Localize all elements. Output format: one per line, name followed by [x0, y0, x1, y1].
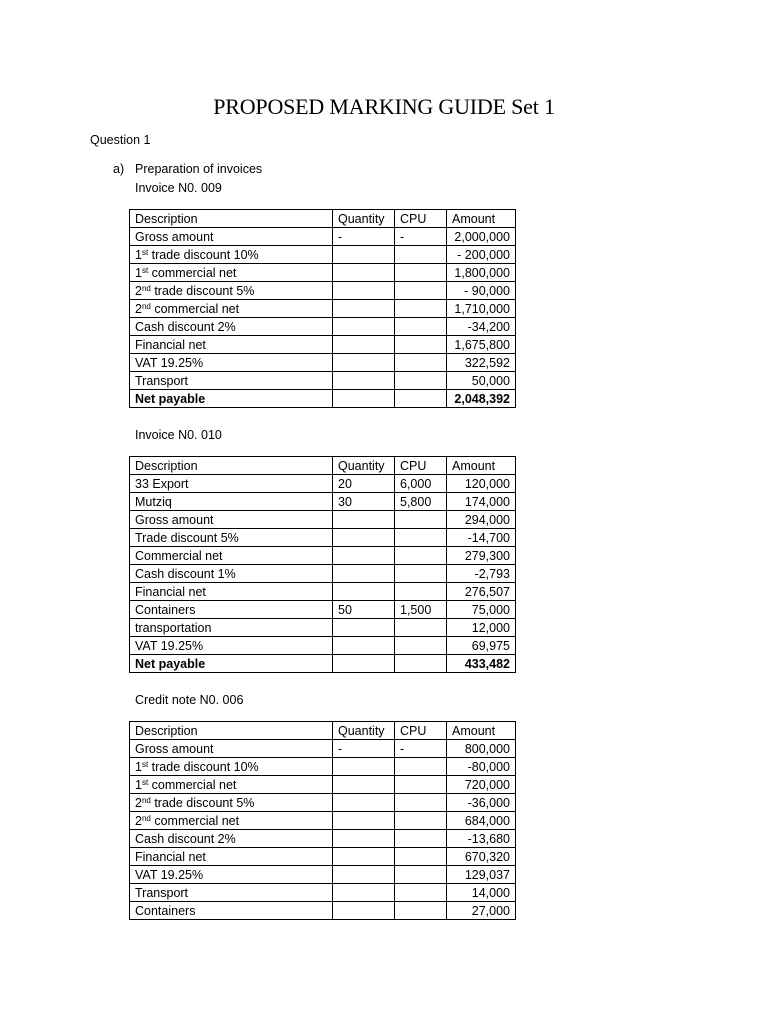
row-quantity [333, 390, 395, 408]
table-row [130, 300, 516, 318]
table-row [130, 475, 516, 493]
table-header-row [130, 457, 516, 475]
row-cpu [395, 282, 447, 300]
table-row [130, 583, 516, 601]
row-quantity [333, 336, 395, 354]
table-header-row [130, 210, 516, 228]
ordinal-suffix: st [141, 777, 149, 787]
row-amount: 720,000 [447, 776, 516, 794]
row-description [130, 884, 333, 902]
row-cpu [395, 902, 447, 920]
description-text: Commercial net [135, 548, 223, 563]
table-row [130, 655, 516, 673]
row-description [130, 812, 333, 830]
row-amount: 1,675,800 [447, 336, 516, 354]
description-text: Trade discount 5% [135, 530, 239, 545]
description-text: transportation [135, 620, 212, 635]
header-description: Description [130, 722, 333, 740]
row-description [130, 547, 333, 565]
row-quantity [333, 583, 395, 601]
description-text: trade discount 10% [148, 759, 259, 774]
header-amount: Amount [447, 210, 516, 228]
description-text: Gross amount [135, 512, 214, 527]
row-description [130, 794, 333, 812]
row-amount: 670,320 [447, 848, 516, 866]
ordinal-suffix: nd [141, 795, 151, 805]
description-text: Cash discount 2% [135, 319, 236, 334]
description-text: VAT 19.25% [135, 638, 204, 653]
table-row [130, 511, 516, 529]
row-cpu [395, 583, 447, 601]
row-description [130, 776, 333, 794]
row-description [130, 318, 333, 336]
row-cpu [395, 336, 447, 354]
description-text: Containers [135, 903, 196, 918]
ordinal-suffix: st [141, 759, 149, 769]
description-text: Financial net [135, 849, 206, 864]
row-description [130, 475, 333, 493]
row-cpu [395, 547, 447, 565]
row-amount: 75,000 [447, 601, 516, 619]
row-description [130, 902, 333, 920]
description-text: commercial net [148, 265, 237, 280]
row-amount: -80,000 [447, 758, 516, 776]
invoice-009-table [129, 209, 516, 408]
description-prefix: 2 [135, 301, 142, 316]
row-description [130, 848, 333, 866]
table-row [130, 830, 516, 848]
table-row [130, 372, 516, 390]
row-cpu [395, 390, 447, 408]
description-text: trade discount 5% [150, 795, 255, 810]
row-amount: 2,000,000 [447, 228, 516, 246]
row-description [130, 830, 333, 848]
description-text: commercial net [150, 301, 240, 316]
table-row [130, 529, 516, 547]
description-prefix: 1 [135, 265, 142, 280]
row-cpu: - [395, 740, 447, 758]
description-text: Gross amount [135, 229, 214, 244]
description-prefix: 1 [135, 777, 142, 792]
row-quantity: - [333, 740, 395, 758]
table-row [130, 565, 516, 583]
ordinal-suffix: nd [141, 813, 151, 823]
row-quantity [333, 794, 395, 812]
ordinal-suffix: st [141, 247, 149, 257]
table-row [130, 246, 516, 264]
description-text: Transport [135, 373, 189, 388]
row-description [130, 511, 333, 529]
row-amount: 684,000 [447, 812, 516, 830]
row-quantity [333, 812, 395, 830]
header-quantity: Quantity [333, 722, 395, 740]
table-row [130, 354, 516, 372]
row-cpu [395, 848, 447, 866]
row-amount: - 90,000 [447, 282, 516, 300]
row-amount: 433,482 [447, 655, 516, 673]
invoice-010-label: Invoice N0. 010 [135, 428, 222, 442]
header-cpu: CPU [395, 457, 447, 475]
description-text: commercial net [148, 777, 237, 792]
row-quantity [333, 902, 395, 920]
row-description [130, 583, 333, 601]
table-row [130, 318, 516, 336]
description-text: trade discount 10% [148, 247, 259, 262]
description-text: VAT 19.25% [135, 355, 204, 370]
row-amount: -14,700 [447, 529, 516, 547]
row-amount: 294,000 [447, 511, 516, 529]
header-amount: Amount [447, 457, 516, 475]
table-row [130, 264, 516, 282]
description-text: Containers [135, 602, 196, 617]
row-amount: 276,507 [447, 583, 516, 601]
row-quantity [333, 529, 395, 547]
table-row [130, 336, 516, 354]
row-cpu [395, 866, 447, 884]
description-text: Transport [135, 885, 189, 900]
row-quantity [333, 511, 395, 529]
description-text: trade discount 5% [150, 283, 255, 298]
credit-note-006-table [129, 721, 516, 920]
row-quantity [333, 848, 395, 866]
table-row [130, 390, 516, 408]
description-text: Financial net [135, 584, 206, 599]
table-row [130, 619, 516, 637]
row-cpu [395, 655, 447, 673]
row-cpu: 1,500 [395, 601, 447, 619]
row-amount: 1,710,000 [447, 300, 516, 318]
credit-note-006-label: Credit note N0. 006 [135, 693, 244, 707]
row-cpu [395, 300, 447, 318]
header-quantity: Quantity [333, 457, 395, 475]
table-row [130, 740, 516, 758]
row-description [130, 300, 333, 318]
table-row [130, 776, 516, 794]
row-quantity: - [333, 228, 395, 246]
row-quantity [333, 758, 395, 776]
row-cpu [395, 511, 447, 529]
description-text: Cash discount 2% [135, 831, 236, 846]
description-text: Mutziq [135, 494, 172, 509]
row-amount: 50,000 [447, 372, 516, 390]
row-description [130, 758, 333, 776]
row-quantity [333, 300, 395, 318]
row-description [130, 246, 333, 264]
row-quantity [333, 884, 395, 902]
ordinal-suffix: st [141, 265, 149, 275]
row-description [130, 866, 333, 884]
row-amount: - 200,000 [447, 246, 516, 264]
row-cpu [395, 619, 447, 637]
row-amount: -13,680 [447, 830, 516, 848]
table-row [130, 794, 516, 812]
description-text: 33 Export [135, 476, 189, 491]
row-description [130, 390, 333, 408]
table-row [130, 228, 516, 246]
row-quantity [333, 619, 395, 637]
row-description [130, 282, 333, 300]
description-text: Financial net [135, 337, 206, 352]
row-description [130, 529, 333, 547]
row-amount: 69,975 [447, 637, 516, 655]
row-amount: 322,592 [447, 354, 516, 372]
row-cpu [395, 354, 447, 372]
row-cpu [395, 529, 447, 547]
row-cpu [395, 264, 447, 282]
part-a-heading [113, 162, 262, 176]
row-quantity: 30 [333, 493, 395, 511]
part-text: Preparation of invoices [135, 162, 263, 176]
row-cpu [395, 794, 447, 812]
description-prefix: 2 [135, 813, 142, 828]
row-amount: 14,000 [447, 884, 516, 902]
row-amount: 27,000 [447, 902, 516, 920]
table-row [130, 848, 516, 866]
header-cpu: CPU [395, 722, 447, 740]
row-description [130, 493, 333, 511]
row-quantity [333, 264, 395, 282]
question-heading: Question 1 [90, 133, 151, 147]
table-row [130, 637, 516, 655]
row-cpu [395, 812, 447, 830]
row-cpu [395, 758, 447, 776]
description-text: VAT 19.25% [135, 867, 204, 882]
row-amount: 279,300 [447, 547, 516, 565]
table-row [130, 493, 516, 511]
invoice-010-table [129, 456, 516, 673]
row-cpu [395, 884, 447, 902]
row-description [130, 354, 333, 372]
row-amount: 1,800,000 [447, 264, 516, 282]
row-description [130, 619, 333, 637]
ordinal-suffix: nd [141, 283, 151, 293]
description-text: commercial net [150, 813, 240, 828]
page-title: PROPOSED MARKING GUIDE Set 1 [213, 94, 555, 119]
description-prefix: 2 [135, 283, 142, 298]
table-row [130, 547, 516, 565]
row-cpu: 6,000 [395, 475, 447, 493]
row-quantity [333, 776, 395, 794]
row-quantity [333, 655, 395, 673]
table-row [130, 884, 516, 902]
table-row [130, 866, 516, 884]
row-cpu [395, 565, 447, 583]
row-cpu [395, 246, 447, 264]
header-cpu: CPU [395, 210, 447, 228]
row-description [130, 637, 333, 655]
row-cpu [395, 776, 447, 794]
row-quantity [333, 830, 395, 848]
row-description [130, 228, 333, 246]
row-quantity [333, 372, 395, 390]
row-amount: 129,037 [447, 866, 516, 884]
row-description [130, 336, 333, 354]
description-text: Cash discount 1% [135, 566, 236, 581]
header-description: Description [130, 457, 333, 475]
row-cpu [395, 372, 447, 390]
description-text: Gross amount [135, 741, 214, 756]
table-row [130, 812, 516, 830]
row-description [130, 655, 333, 673]
table-header-row [130, 722, 516, 740]
row-amount: 174,000 [447, 493, 516, 511]
row-quantity [333, 246, 395, 264]
table-row [130, 902, 516, 920]
row-quantity: 50 [333, 601, 395, 619]
row-cpu [395, 318, 447, 336]
invoice-009-label: Invoice N0. 009 [135, 181, 222, 195]
row-cpu: - [395, 228, 447, 246]
table-row [130, 758, 516, 776]
description-text: Net payable [135, 656, 206, 671]
row-quantity [333, 354, 395, 372]
row-amount: 2,048,392 [447, 390, 516, 408]
description-text: Net payable [135, 391, 206, 406]
row-quantity [333, 282, 395, 300]
row-amount: -2,793 [447, 565, 516, 583]
row-quantity [333, 637, 395, 655]
description-prefix: 1 [135, 759, 142, 774]
row-cpu [395, 830, 447, 848]
row-description [130, 740, 333, 758]
header-amount: Amount [447, 722, 516, 740]
row-quantity [333, 318, 395, 336]
row-quantity [333, 866, 395, 884]
header-description: Description [130, 210, 333, 228]
row-amount: -36,000 [447, 794, 516, 812]
row-cpu: 5,800 [395, 493, 447, 511]
table-row [130, 601, 516, 619]
row-quantity [333, 547, 395, 565]
table-row [130, 282, 516, 300]
row-amount: 120,000 [447, 475, 516, 493]
row-description [130, 372, 333, 390]
row-description [130, 565, 333, 583]
row-cpu [395, 637, 447, 655]
header-quantity: Quantity [333, 210, 395, 228]
part-label: a) [113, 162, 125, 176]
row-amount: 12,000 [447, 619, 516, 637]
ordinal-suffix: nd [141, 301, 151, 311]
description-prefix: 2 [135, 795, 142, 810]
row-quantity [333, 565, 395, 583]
description-prefix: 1 [135, 247, 142, 262]
row-description [130, 601, 333, 619]
row-description [130, 264, 333, 282]
row-quantity: 20 [333, 475, 395, 493]
row-amount: -34,200 [447, 318, 516, 336]
row-amount: 800,000 [447, 740, 516, 758]
